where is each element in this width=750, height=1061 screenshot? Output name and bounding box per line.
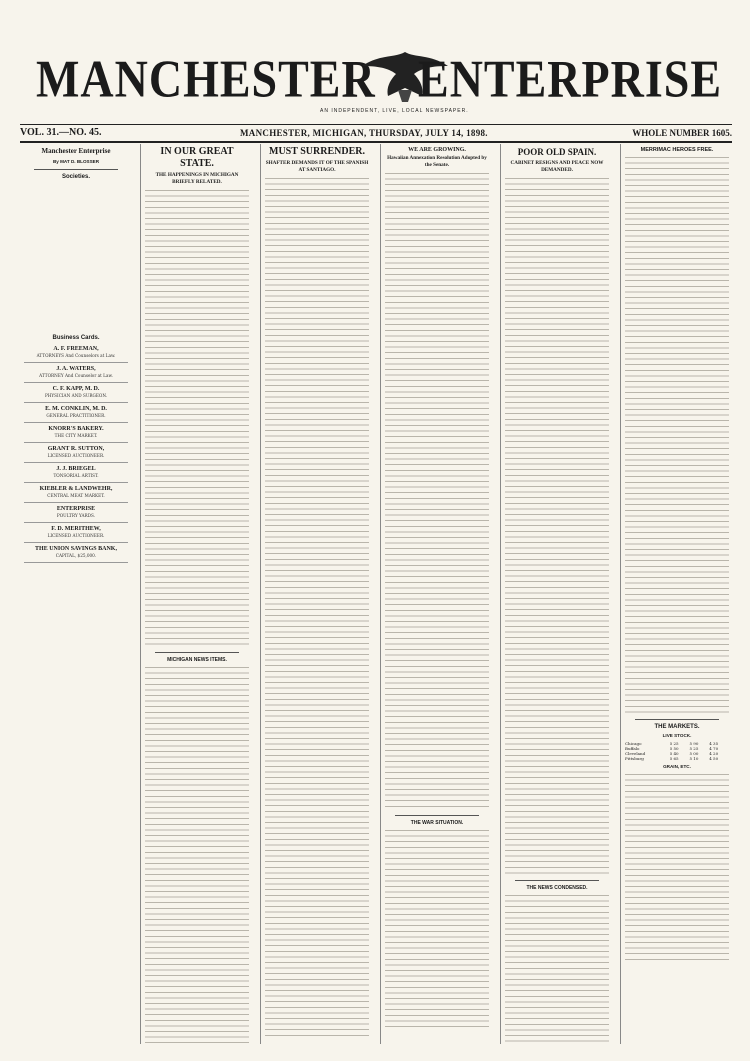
card-text: LICENSED AUCTIONEER. xyxy=(47,533,105,538)
table-cell: 5 25 xyxy=(689,746,699,751)
divider xyxy=(515,880,599,881)
table-cell: Chicago xyxy=(625,741,642,746)
table-cell: 4 70 xyxy=(709,746,719,751)
business-card xyxy=(24,423,128,443)
subhead-must-surrender: SHAFTER DEMANDS IT OF THE SPANISH AT SANTIAGO. xyxy=(265,160,369,173)
table-cell: 5 50 xyxy=(669,746,679,751)
business-card xyxy=(24,523,128,543)
article-body xyxy=(385,828,489,1028)
card-text: POULTRY YARDS. xyxy=(56,513,96,518)
card-title: THE UNION SAVINGS BANK, xyxy=(35,546,117,552)
card-title: KNORR'S BAKERY. xyxy=(48,426,104,432)
article-body xyxy=(505,176,609,876)
card-title: J. J. BRIEGEL xyxy=(56,466,96,472)
divider xyxy=(155,652,239,653)
volume-number: VOL. 31.—NO. 45. xyxy=(20,127,102,138)
divider xyxy=(395,815,479,816)
whole-number: WHOLE NUMBER 1605. xyxy=(632,128,732,138)
columns xyxy=(20,144,732,1044)
table-row xyxy=(625,756,729,761)
card-text: PHYSICIAN AND SURGEON. xyxy=(44,393,108,398)
subhead-great-state: THE HAPPENINGS IN MICHIGAN BRIEFLY RELATED. xyxy=(155,172,239,185)
table-cell: 5 10 xyxy=(689,756,699,761)
card-text: TONSORIAL ARTIST. xyxy=(53,473,99,478)
column-5 xyxy=(500,144,613,1044)
card-title: J. A. WATERS, xyxy=(56,366,96,372)
table-cell: 5 40 xyxy=(669,751,679,756)
subhead-we-are-growing: Hawaiian Annexation Resolution Adopted by the Senate. xyxy=(387,155,487,168)
article-body xyxy=(265,176,369,1036)
card-text: THE CITY MARKET. xyxy=(54,433,98,438)
card-title: C. F. KAPP, M. D. xyxy=(52,386,100,392)
column-3 xyxy=(260,144,373,1044)
michigan-news-heading: MICHIGAN NEWS ITEMS. xyxy=(167,657,227,663)
article-body xyxy=(625,155,729,715)
business-card xyxy=(24,483,128,503)
card-text: GENERAL PRACTITIONER. xyxy=(46,413,106,418)
headline-must-surrender: MUST SURRENDER. xyxy=(269,146,365,157)
headline-poor-old-spain: POOR OLD SPAIN. xyxy=(517,147,597,157)
grain-subheading: GRAIN, ETC. xyxy=(663,764,691,769)
card-title: GRANT R. SUTTON, xyxy=(47,446,105,452)
headline-we-are-growing: WE ARE GROWING. xyxy=(408,147,466,153)
column-6 xyxy=(620,144,733,1044)
dateline-bar xyxy=(20,124,732,143)
table-cell: 5 00 xyxy=(689,751,699,756)
newspaper-page xyxy=(20,46,732,1046)
article-body xyxy=(145,665,249,1044)
table-cell: 5 90 xyxy=(689,741,699,746)
column-2 xyxy=(140,144,253,1044)
card-text: CENTRAL MEAT MARKET. xyxy=(47,493,105,498)
paper-title: Manchester Enterprise xyxy=(41,147,111,155)
table-cell: Pittsburg xyxy=(625,756,644,761)
masthead-title-right: ENTERPRISE xyxy=(418,49,722,108)
table-cell: 4 20 xyxy=(709,751,719,756)
societies-listing xyxy=(24,182,128,332)
masthead-title-left: MANCHESTER xyxy=(36,49,376,108)
table-cell: Cleveland xyxy=(625,751,646,756)
column-4 xyxy=(380,144,493,1044)
markets-heading: THE MARKETS. xyxy=(654,724,700,730)
headline-merrimac-heroes: MERRIMAC HEROES FREE. xyxy=(640,147,714,153)
headline-great-state: IN OUR GREAT STATE. xyxy=(160,146,234,169)
place-and-date: MANCHESTER, MICHIGAN, THURSDAY, JULY 14, 1898. xyxy=(240,128,488,138)
divider xyxy=(635,719,719,720)
business-card xyxy=(24,443,128,463)
card-text: CAPITAL, $25,000. xyxy=(55,553,97,558)
card-title: F. D. MERITHEW, xyxy=(51,526,101,532)
business-card xyxy=(24,363,128,383)
live-stock-subheading: LIVE STOCK. xyxy=(662,733,692,738)
article-body xyxy=(385,171,489,811)
card-title: ENTERPRISE xyxy=(56,506,96,512)
war-situation-heading: THE WAR SITUATION. xyxy=(410,820,464,826)
table-cell: 5 25 xyxy=(669,741,679,746)
business-card xyxy=(24,343,128,363)
divider xyxy=(34,169,118,170)
business-cards-heading: Business Cards. xyxy=(52,335,100,341)
byline: By MAT D. BLOSSER xyxy=(52,159,100,164)
table-cell: 5 65 xyxy=(669,756,679,761)
article-body xyxy=(625,772,729,962)
business-card xyxy=(24,403,128,423)
table-cell: 4 35 xyxy=(709,741,719,746)
business-card xyxy=(24,463,128,483)
article-body xyxy=(145,188,249,648)
article-body xyxy=(505,893,609,1043)
masthead-tagline: AN INDEPENDENT, LIVE, LOCAL NEWSPAPER. xyxy=(320,108,469,114)
card-title: A. F. FREEMAN, xyxy=(53,346,99,352)
business-card xyxy=(24,503,128,523)
card-text: ATTORNEYS And Counselors at Law. xyxy=(36,353,116,358)
table-cell: Buffalo xyxy=(625,746,640,751)
societies-heading: Societies. xyxy=(61,174,90,180)
business-cards xyxy=(24,343,128,563)
business-card xyxy=(24,383,128,403)
business-card xyxy=(24,543,128,563)
card-title: E. M. CONKLIN, M. D. xyxy=(45,406,107,412)
card-title: KIEBLER & LANDWEHR, xyxy=(39,486,113,492)
table-cell: 4 50 xyxy=(709,756,719,761)
subhead-poor-old-spain: CABINET RESIGNS AND PEACE NOW DEMANDED. xyxy=(510,160,604,173)
column-1 xyxy=(20,144,132,1044)
news-condensed-heading: THE NEWS CONDENSED. xyxy=(526,885,588,891)
markets-table xyxy=(625,741,729,761)
masthead xyxy=(20,49,732,116)
card-text: ATTORNEY And Counselor at Law. xyxy=(39,373,113,378)
card-text: LICENSED AUCTIONEER. xyxy=(47,453,105,458)
